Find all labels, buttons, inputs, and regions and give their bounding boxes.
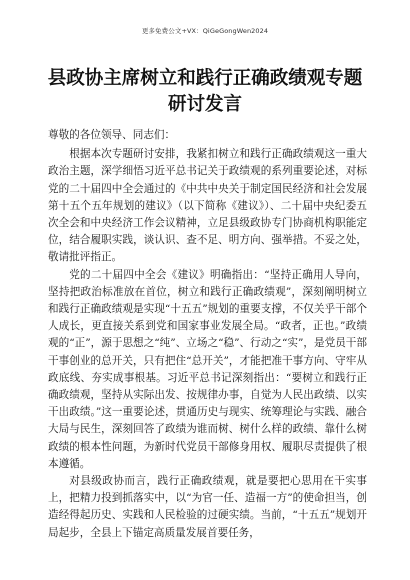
salutation: 尊敬的各位领导、同志们： <box>48 129 176 141</box>
paragraph-1: 根据本次专题研讨安排，我紧扣树立和践行正确政绩观这一重大政治主题，深学细悟习近平总书记关于政绩观的系列重要论述，对标党的二十届四中全会通过的《中共中央关于制定国民经济和社会发展第十五个五年规划的建议》（以下简称《建议》）、二十届中央纪委五次全会和中央经济工作会议精神，立足县级政协专门协商机构职能定位，结合履职实践，谈认识、查不足、明方向、强举措。不妥之处，敬请批评指正。 <box>48 148 367 264</box>
watermark-text: 更多免费公文+VX：QiGeGongWen2024 <box>141 27 269 35</box>
page-title: 县政协主席树立和践行正确政绩观专题研讨发言 <box>47 68 363 115</box>
paragraph-3: 对县级政协而言，践行正确政绩观，就是要把心思用在干实事上，把精力投到抓落实中，以“为官一任、造福一方”的使命担当，创造经得起历史、实践和人民检验的过硬实绩。当前，“十五五”规划开局起步，全县上下锚定高质量发展首要任务， <box>48 475 367 539</box>
document-body <box>48 127 367 542</box>
paragraph-2: 党的二十届四中全会《建议》明确指出：“坚持正确用人导向，坚持把政治标准放在首位，树立和践行正确政绩观”，深刻阐明树立和践行正确政绩观是实现“十五五”规划的重要支撑，不仅关乎干部个人成长，更直接关系到党和国家事业发展全局。“政者，正也。”政绩观的“正”，源于思想之“纯”、立场之“稳”、行动之“实”，是党员干部干事创业的总开关，只有把住“总开关”，才能把准干事方向、守牢从政底线、夯实成事根基。习近平总书记深刻指出：“要树立和践行正确政绩观，坚持从实际出发、按规律办事，自觉为人民出政绩、以实干出政绩。”这一重要论述，贯通历史与现实、统筹理论与实践、融合大局与民生，深刻回答了政绩为谁而树、树什么样的政绩、靠什么树政绩的根本性问题，为新时代党员干部修身用权、履职尽责提供了根本遵循。 <box>48 268 367 470</box>
